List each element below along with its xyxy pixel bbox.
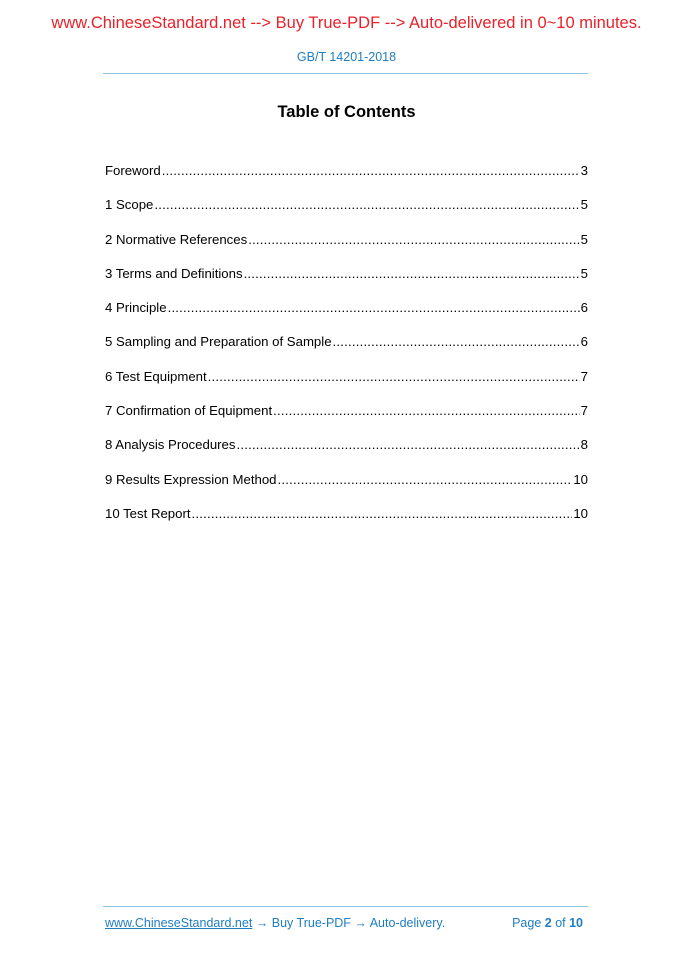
toc-entry-analysis-procedures[interactable] — [105, 436, 588, 470]
toc-entry-label: Foreword — [105, 163, 161, 178]
toc-entry-label: 6 Test Equipment — [105, 368, 207, 384]
toc-entry-label: 3 Terms and Definitions — [105, 265, 243, 281]
toc-entry-label: 8 Analysis Procedures — [105, 437, 236, 453]
toc-entry-label: 5 Sampling and Preparation of Sample — [105, 334, 332, 350]
toc-entry-page: 7 — [580, 368, 588, 384]
toc-leader-dots — [248, 231, 579, 249]
toc-leader-dots — [273, 402, 580, 420]
toc-entry-page: 8 — [580, 437, 588, 453]
toc-leader-dots — [278, 471, 573, 489]
toc-leader-dots — [192, 505, 573, 523]
toc-entry-results-expression[interactable] — [105, 471, 588, 505]
page-prefix: Page — [512, 916, 545, 930]
page-footer — [105, 916, 585, 930]
toc-entry-confirmation-equipment[interactable] — [105, 402, 588, 436]
promo-banner[interactable]: www.ChineseStandard.net --> Buy True-PDF --> Auto-delivered in 0~10 minutes. — [51, 14, 642, 32]
toc-entry-page: 5 — [580, 265, 588, 281]
toc-entry-test-equipment[interactable] — [105, 368, 588, 402]
page-indicator — [512, 916, 583, 930]
toc-entry-page: 6 — [580, 334, 588, 350]
toc-entry-label: 9 Results Expression Method — [105, 471, 277, 487]
toc-entry-label: 10 Test Report — [105, 505, 191, 521]
footer-tagline: → Buy True-PDF → Auto-delivery. — [252, 916, 446, 930]
toc-leader-dots — [333, 333, 580, 351]
header-divider — [103, 73, 588, 74]
toc-entry-normative-references[interactable] — [105, 231, 588, 265]
toc-entry-label: 1 Scope — [105, 197, 154, 213]
toc-entry-page: 10 — [573, 471, 588, 487]
toc-leader-dots — [236, 436, 579, 454]
toc-entry-page: 10 — [573, 505, 588, 521]
toc-entry-page: 5 — [580, 231, 588, 247]
toc-leader-dots — [162, 162, 580, 180]
toc-leader-dots — [244, 265, 580, 283]
toc-leader-dots — [208, 368, 580, 386]
toc-entry-page: 3 — [580, 163, 588, 178]
toc-entry-label: 4 Principle — [105, 300, 167, 316]
toc-title: Table of Contents — [277, 103, 416, 121]
toc-entry-test-report[interactable] — [105, 505, 588, 539]
toc-entry-principle[interactable] — [105, 299, 588, 333]
toc-entry-foreword[interactable] — [105, 162, 588, 196]
current-page-number: 2 — [544, 916, 552, 930]
footer-site-link[interactable]: www.ChineseStandard.net — [105, 916, 253, 930]
toc-entry-label: 7 Confirmation of Equipment — [105, 403, 273, 419]
toc-entry-sampling-preparation[interactable] — [105, 333, 588, 367]
footer-divider — [103, 906, 588, 907]
toc-entry-terms-definitions[interactable] — [105, 265, 588, 299]
document-code: GB/T 14201-2018 — [296, 50, 397, 64]
toc-leader-dots — [154, 196, 579, 214]
total-page-count: 10 — [569, 916, 583, 930]
toc-list — [105, 162, 588, 539]
toc-entry-page: 7 — [580, 403, 588, 419]
toc-entry-label: 2 Normative References — [105, 231, 248, 247]
toc-entry-page: 5 — [580, 197, 588, 213]
page-of-text: of — [551, 916, 570, 930]
toc-entry-page: 6 — [580, 300, 588, 316]
toc-leader-dots — [168, 299, 580, 317]
toc-entry-scope[interactable] — [105, 196, 588, 230]
